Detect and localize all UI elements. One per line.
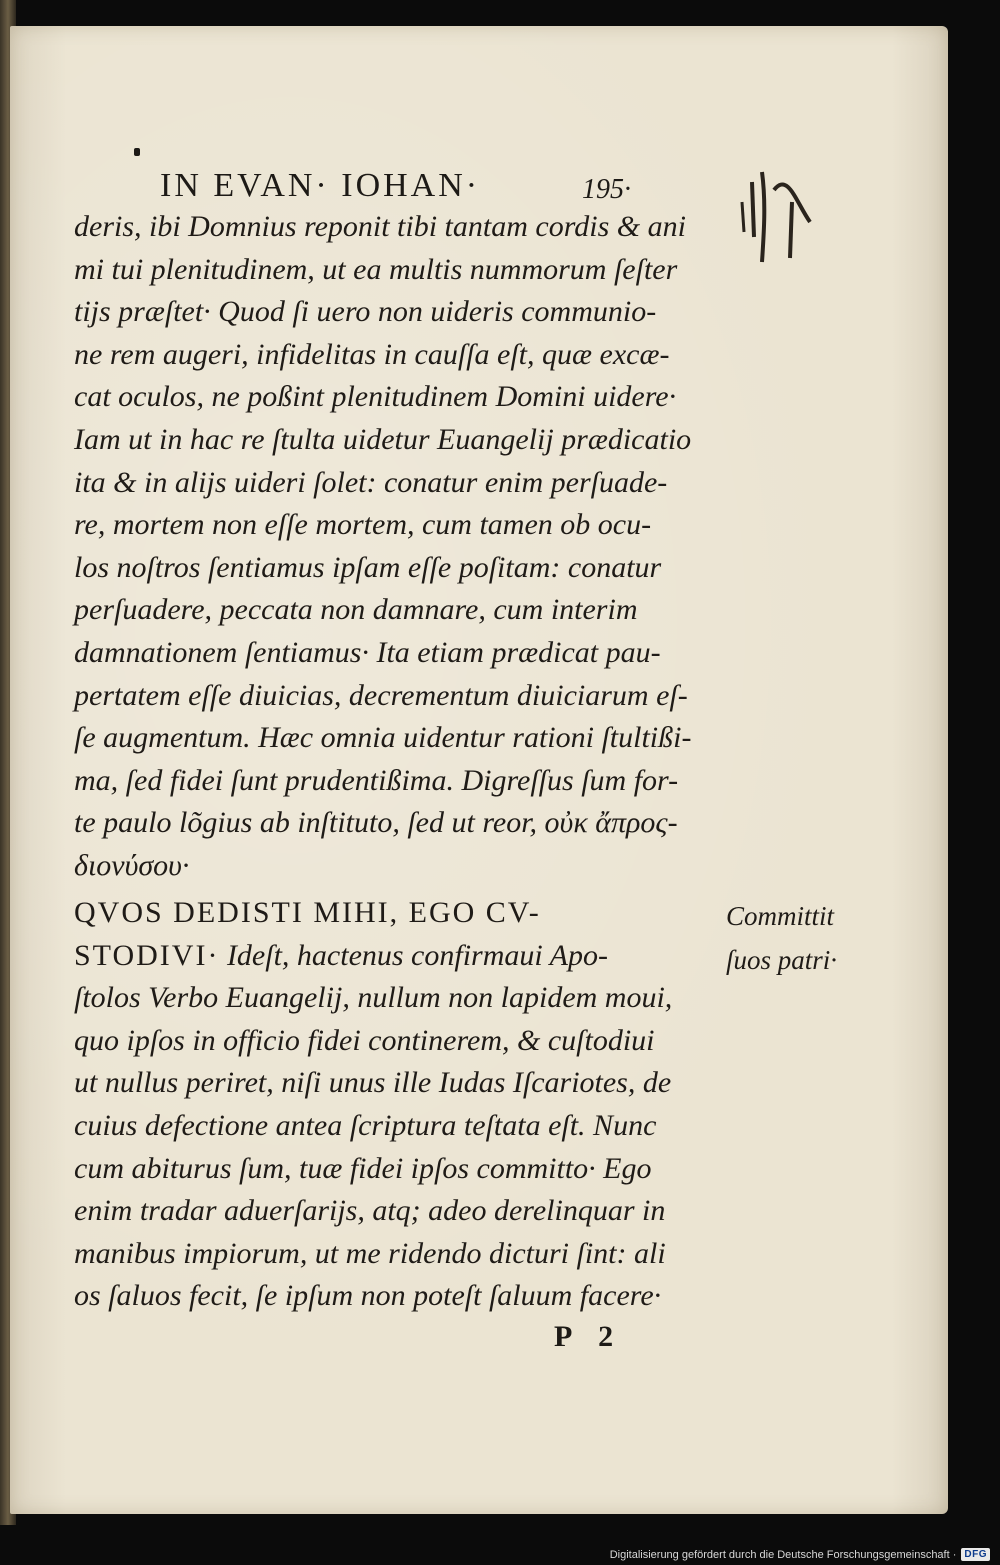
text-line: ma, ſed fidei ſunt prudentißima. Digreſſus ſum for- xyxy=(74,763,679,797)
marginal-note-line: Committit xyxy=(726,901,835,931)
handwritten-mark-icon xyxy=(732,162,832,272)
text-line: Iam ut in hac re ſtulta uidetur Euangelij prædicatio xyxy=(74,422,692,456)
text-line: perſuadere, peccata non damnare, cum interim xyxy=(74,593,638,627)
folio-number: 195· xyxy=(582,174,631,205)
text-line: Ideſt, hactenus confirmaui Apo- xyxy=(219,938,608,972)
text-line: pertatem eſſe diuicias, decrementum diuiciarum eſ- xyxy=(74,678,688,712)
text-line: tijs præſtet· Quod ſi uero non uideris communio- xyxy=(74,295,657,329)
text-line: manibus impiorum, ut me ridendo dicturi ſint: ali xyxy=(74,1236,666,1270)
dfg-logo-icon: DFG xyxy=(961,1548,990,1561)
running-head: IN EVAN· IOHAN· xyxy=(160,167,481,204)
text-line: deris, ibi Domnius reponit tibi tantam cordis & ani xyxy=(74,210,686,243)
text-line: cuius defectione antea ſcriptura teſtata eſt. Nunc xyxy=(74,1108,657,1142)
ink-dot xyxy=(134,148,140,156)
lemma-heading: QVOS DEDISTI MIHI, EGO CV- xyxy=(74,896,541,929)
text-line: quo ipſos in officio fidei continerem, & cuſtodiui xyxy=(74,1023,655,1057)
text-line: ut nullus periret, niſi unus ille Iudas Iſcariotes, de xyxy=(74,1066,672,1100)
marginal-note-line: ſuos patri· xyxy=(726,945,838,975)
lemma-heading-continued: STODIVI· xyxy=(74,938,220,972)
book-page xyxy=(10,26,948,1514)
text-line: los noſtros ſentiamus ipſam eſſe poſitam: conatur xyxy=(74,550,662,584)
main-text-block xyxy=(74,206,714,888)
text-line: mi tui plenitudinem, ut ea multis nummorum ſeſter xyxy=(74,252,678,286)
text-line: enim tradar aduerſarijs, atq; adeo derelinquar in xyxy=(74,1194,666,1228)
text-line: cat oculos, ne poßint plenitudinem Domini uidere· xyxy=(74,380,677,414)
text-line: te paulo lõgius ab inſtituto, ſed ut reor, οὐκ ἄπρος- xyxy=(74,806,678,840)
text-line: damnationem ſentiamus· Ita etiam prædicat pau- xyxy=(74,635,661,669)
text-line: ſtolos Verbo Euangelij, nullum non lapidem moui, xyxy=(74,981,673,1015)
commentary-section xyxy=(74,892,714,1318)
signature-mark: P 2 xyxy=(554,1320,624,1353)
text-line: os ſaluos fecit, ſe ipſum non poteſt ſaluum facere· xyxy=(74,1279,662,1313)
text-line: ita & in alijs uideri ſolet: conatur enim perſuade- xyxy=(74,465,668,499)
text-line: cum abiturus ſum, tuæ fidei ipſos committo· Ego xyxy=(74,1151,652,1185)
text-line: re, mortem non eſſe mortem, cum tamen ob ocu- xyxy=(74,508,652,542)
text-line: διονύσου· xyxy=(74,848,190,882)
text-line: ne rem augeri, infidelitas in cauſſa eſt, quæ excæ- xyxy=(74,337,670,371)
footer-credit-text: Digitalisierung gefördert durch die Deutsche Forschungsgemeinschaft · xyxy=(609,1548,957,1561)
digitization-footer xyxy=(610,1548,990,1561)
text-line: ſe augmentum. Hæc omnia uidentur rationi ſtultißi- xyxy=(74,721,692,755)
marginal-note xyxy=(726,894,837,982)
